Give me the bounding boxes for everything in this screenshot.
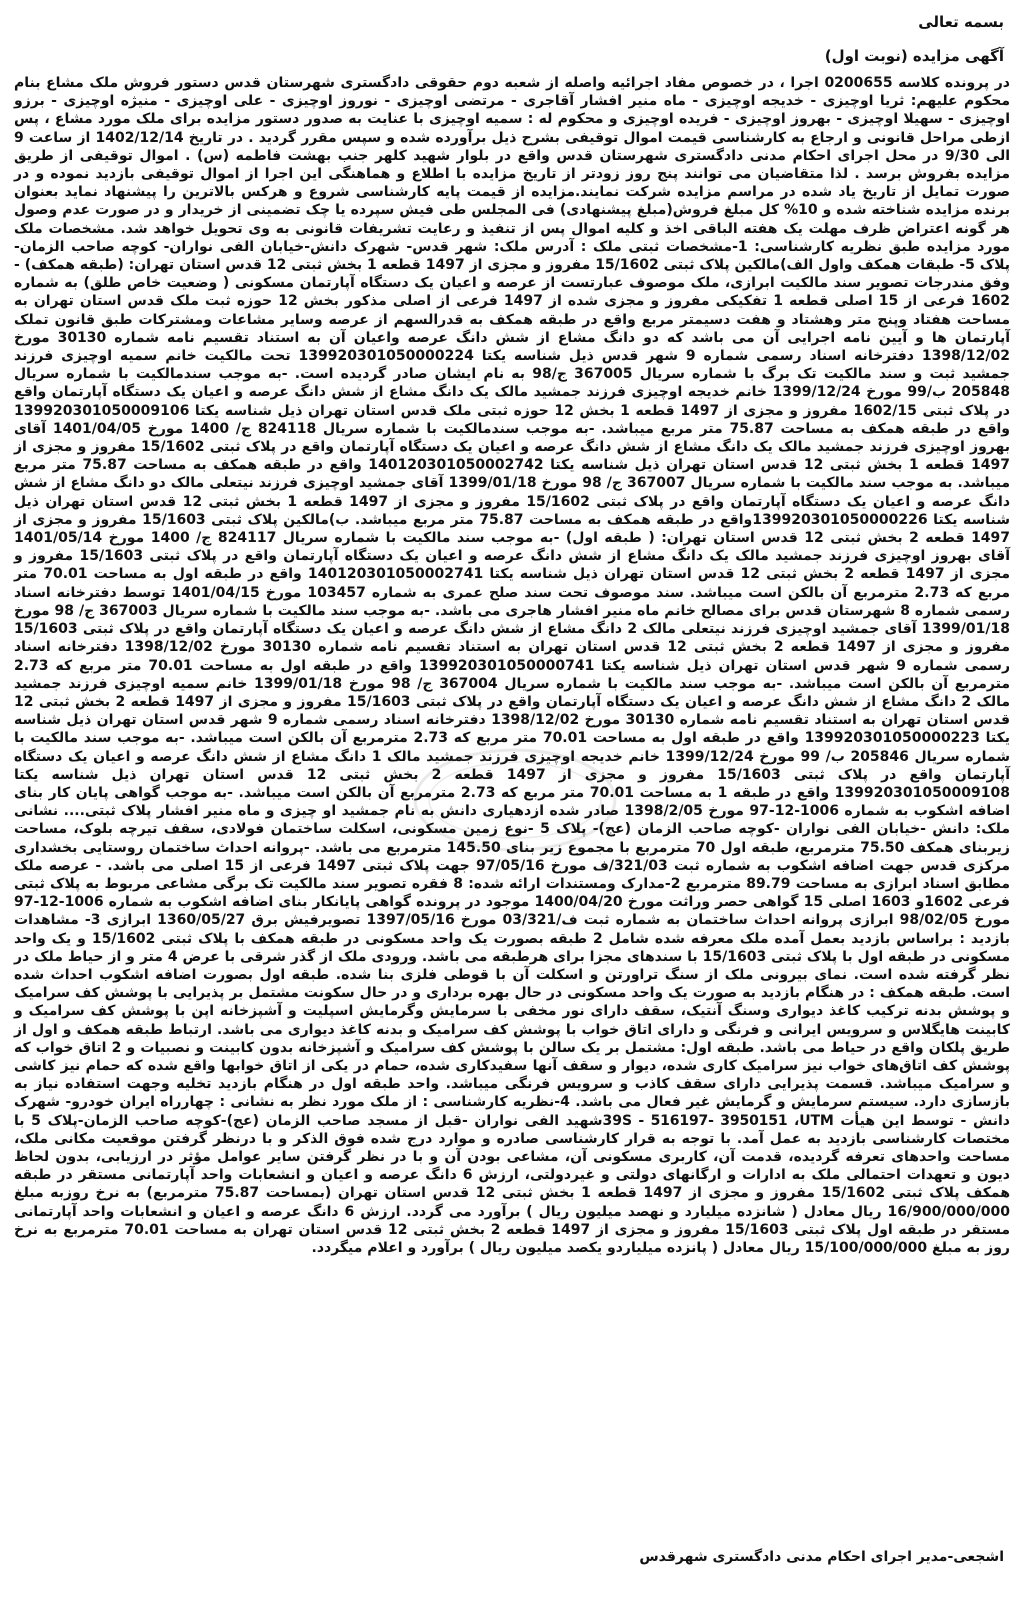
notice-paragraph: در پرونده کلاسه 0200655 اجرا ، در خصوص مفاد اجرائیه واصله از شعبه دوم حقوقی دادگستری شهرستان قدس دستور فروش ملک مشاع بنام محکوم علیهم: ثریا اوچیزی - خدیجه اوچیزی - ماه منیر افشار آقاجری - مرتضی اوچیزی - نوروز اوچیزی - علی اوچیزی - منیژه اوچیزی - برزو اوچیزی - سهیلا اوچیزی - بهروز اوچیزی - فریده اوچیزی و محکوم له : سمیه اوچیزی با عنایت به صدور دستور مزایده برای ملک مورد مشاع ، پس ازطی مراحل قانونی و ارجاع به کارشناسی قیمت اموال توقیفی بشرح ذیل برآورده شده و سپس مقرر گردید . در تاریخ 1402/12/14 از ساعت 9 الی 9/30 در محل اجرای احکام مدنی دادگستری شهرستان قدس واقع در بلوار شهید کلهر جنب بهشت فاطمه (س) . اموال توقیفی از طریق مزایده بفروش برسد . لذا متقاضیان می توانند پنج روز زودتر از تاریخ مزایده با اطلاع و هماهنگی این اجرا از اموال توقیفی بازدید نموده و در صورت تمایل از تاریخ یاد شده در مراسم مزایده شرکت نمایند.مزایده از قیمت پایه کارشناسی شروع و هرکس بالاترین را پیشنهاد نماید بعنوان برنده مزایده شناخته شده و 10% کل مبلغ فروش(مبلغ پیشنهادی) فی المجلس طی فیش سپرده یا چک تضمینی از خریدار و در صورت عدم وصول هر گونه اعتراض ظرف مهلت یک هفته الباقی اخذ و کلیه اموال پس از تنفیذ و رعایت تشریفات قانونی به وی تحویل خواهد شد. مشخصات ملک مورد مزایده طبق نظریه کارشناسی: 1-مشخصات ثبتی ملک : آدرس ملک: شهر قدس- شهرک دانش-خیابان الفی نواران- کوچه صاحب الزمان- پلاک 5- طبقات همکف واول الف)مالکین پلاک ثبتی 15/1602 مفروز و مجزی از 1497 قطعه 1 بخش ثبتی 12 قدس استان تهران: (طبقه همکف) - وفق مندرجات تصویر سند مالکیت ابرازی، ملک موصوف عبارتست از عرصه و اعیان یک دستگاه آپارتمان مسکونی ( وضعیت خاص طلق) به شماره 1602 فرعی از 15 اصلی قطعه 1 تفکیکی مفروز و مجزی شده از 1497 فرعی از اصلی مذکور بخش 12 حوزه ثبت ملک قدس استان تهران به مساحت هفتاد وپنج متر وهشتاد و هفت دسیمتر مربع واقع در طبقه همکف به قدرالسهم از عرصه وسایر مشاعات ومشترکات طبق قانون تملک آپارتمان ها و آیین نامه اجرایی آن می باشد که دو دانگ مشاع از شش دانگ عرصه واعیان آن به استناد تقسیم نامه شماره 30130 مورخ 1398/12/02 دفترخانه اسناد رسمی شماره 9 شهر قدس ذیل شناسه یکتا 139920301050000224 تحت مالکیت خانم سمیه اوچیزی فرزند جمشید ثبت و سند مالکیت تک برگ با شماره سریال 367005 ج/98 به نام ایشان صادر گردیده است. -به موجب سندمالکیت با شماره سریال 205848 ب/99 مورخ 1399/12/24 خانم خدیجه اوچیزی فرزند جمشید مالک یک دانگ مشاع از شش دانگ عرصه و اعیان یک دستگاه آپارتمان واقع در پلاک ثبتی 1602/15 مفروز و مجزی از 1497 قطعه 1 بخش 12 حوزه ثبتی ملک قدس استان تهران ذیل شناسه یکتا 139920301050009106 واقع در طبقه همکف به مساحت 75.87 متر مربع میباشد. -به موجب سندمالکیت با شماره سریال 824118 ج/ 1400 مورخ 1401/04/05 آقای بهروز اوچیزی فرزند جمشید مالک یک دانگ مشاع از شش دانگ عرصه و اعیان یک دستگاه آپارتمان واقع در پلاک ثبتی 15/1602 مفروز و مجزی از 1497 قطعه 1 بخش ثبتی 12 قدس استان تهران ذیل شناسه یکتا 140120301050002742 واقع در طبقه همکف به مساحت 75.87 متر مربع میباشد. به موجب سند مالکیت با شماره سریال 367007 ج/ 98 مورخ 1399/01/18 آقای جمشید اوچیزی فرزند نیتعلی مالک دو دانگ مشاع از شش دانگ عرصه و اعیان یک دستگاه آپارتمان واقع در پلاک ثبتی 15/1602 مفروز و مجزی از 1497 قطعه 1 بخش ثبتی 12 قدس استان تهران ذیل شناسه یکتا 139920301050000226واقع در طبقه همکف به مساحت 75.87 متر مربع میباشد. ب)مالکین پلاک ثبتی 15/1603 مفروز و مجزی از 1497 قطعه 2 بخش ثبتی 12 قدس استان تهران: ( طبقه اول) -به موجب سند مالکیت با شماره سریال 824117 ج/ 1400 مورخ 1401/05/14 آقای بهروز اوچیزی فرزند جمشید مالک یک دانگ مشاع از شش دانگ عرصه و اعیان یک دستگاه آپارتمان واقع در پلاک ثبتی 15/1603 مفروز و مجزی از 1497 قطعه 2 بخش ثبتی 12 قدس استان تهران ذیل شناسه یکتا 140120301050002741 واقع در طبقه اول به مساحت 70.01 متر مربع که 2.73 مترمربع آن بالکن است میباشد. سند موصوف تحت سند صلح عمری به شماره 103457 مورخ 1401/04/15 توسط دفترخانه اسناد رسمی شماره 8 شهرستان قدس برای مصالح خانم ماه منیر افشار هاجری می باشد. -به موجب سند مالکیت با شماره سریال 367003 ج/ 98 مورخ 1399/01/18 آقای جمشید اوچیزی فرزند نیتعلی مالک 2 دانگ مشاع از شش دانگ عرصه و اعیان یک دستگاه آپارتمان واقع در پلاک ثبتی 15/1603 مفروز و مجزی از 1497 قطعه 2 بخش ثبتی 12 قدس استان تهران به استناد تقسیم نامه شماره 30130 مورخ 1398/12/02 دفترخانه اسناد رسمی شماره 9 شهر قدس استان تهران ذیل شناسه یکتا 139920301050000741 واقع در طبقه اول به مساحت 70.01 متر مربع که 2.73 مترمربع آن بالکن است میباشد. -به موجب سند مالکیت با شماره سریال 367004 ج/ 98 مورخ 1399/01/18 خانم سمیه اوچیزی فرزند جمشید مالک 2 دانگ مشاع از شش دانگ عرصه و اعیان یک دستگاه آپارتمان واقع در پلاک ثبتی 15/1603 مفروز و مجزی از 1497 قطعه 2 بخش ثبتی 12 قدس استان تهران به استناد تقسیم نامه شماره 30130 مورخ 1398/12/02 دفترخانه اسناد رسمی شماره 9 شهر قدس استان تهران ذیل شناسه یکتا 139920301050000223 واقع در طبقه اول به مساحت 70.01 متر مربع که 2.73 مترمربع آن بالکن است میباشد. -به موجب سند مالکیت با شماره سریال 205846 ب/ 99 مورخ 1399/12/24 خانم خدیجه اوچیزی فرزند جمشید مالک 1 دانگ مشاع از شش دانگ عرصه و اعیان یک دستگاه آپارتمان واقع در پلاک ثبتی 15/1603 مفروز و مجزی از 1497 قطعه 2 بخش ثبتی 12 قدس استان تهران ذیل شناسه یکتا 139920301050009108 واقع در طبقه 1 به مساحت 70.01 متر مربع که 2.73 مترمربع آن بالکن است میباشد. -به موجب گواهی پایان کار بنای اضافه اشکوب به شماره 1006-12-97 مورخ 1398/2/05 صادر شده ازدهیاری دانش به نام جمشید او چیزی و ماه منیر افشار پلاک ثبتی.... نشانی ملک: دانش -خیابان الفی نواران -کوچه صاحب الزمان (عج)- پلاک 5 -نوع زمین مسکونی، اسکلت ساختمان فولادی، سقف تیرچه بلوک، مساحت زیربنای همکف 75.50 مترمربع، طبقه اول 70 مترمربع با مجموع زیر بنای 145.50 مترمربع می باشد. -پروانه احداث ساختمان روستایی بخشداری مرکزی قدس جهت اضافه اشکوب به شماره ثبت 321/03/ف مورخ 97/05/16 جهت پلاک ثبتی 1497 فرعی از 15 اصلی می باشد. - عرصه ملک مطابق اسناد ابرازی به مساحت 89.79 مترمربع 2-مدارک ومستندات ارائه شده: 8 فقره تصویر سند مالکیت تک برگی مشاعی مربوط به پلاک ثبتی فرعی 1602و 1603 اصلی 15 گواهی حصر وراثت مورخ 1400/04/20 موجود در پرونده گواهی پایانکار بنای اضافه اشکوب به شماره 1006-12-97 مورخ 98/02/05 ابرازی پروانه احداث ساختمان به شماره ثبت ف/03/321 مورخ 1397/05/16 تصویرفیش برق 1360/05/27 ابرازی 3- مشاهدات بازدید : براساس بازدید بعمل آمده ملک معرفه شده شامل 2 طبقه بصورت یک واحد مسکونی در طبقه همکف با پلاک ثبتی 15/1602 و یک واحد مسکونی در طبقه اول با پلاک ثبتی 15/1603 با سندهای مجزا برای هرطبقه می باشد. ورودی ملک از گذر شرقی با عرض 4 متر و از حیاط ملک در نظر گرفته شده است. نمای بیرونی ملک از سنگ تراورتن و اسکلت آن با قوطی فلزی بنا شده. طبقه اول بصورت اضافه اشکوب احداث شده است. طبقه همکف : در هنگام بازدید به صورت یک واحد مسکونی در حال بهره برداری و در حال سکونت مشتمل بر پذیرایی با پوشش کف سرامیک و پوشش بدنه ترکیب کاغذ دیواری وسنگ آنتیک، سقف دارای نور مخفی با سرمایش وگرمایش اسپلیت و آشپزخانه اپن با پوشش کف سرامیک و کابینت هایگلاس و سرویس ایرانی و فرنگی و دارای اتاق خواب با پوشش کف سرامیک و بدنه کاغذ دیواری می باشد. ارتباط طبقه همکف و اول از طریق پلکان واقع در حیاط می باشد. طبقه اول: مشتمل بر یک سالن با پوشش کف سرامیک و آشپزخانه بدون کابینت و نصبیات و 2 اتاق خواب که پوشش کف اتاق‌های خواب نیز سرامیک کاری شده، دیوار و سقف آنها سفیدکاری شده، حمام در یکی از اتاق خوابها واقع شده که حمام نیز کاشی و سرامیک میباشد. قسمت پذیرایی دارای سقف کاذب و سرویس فرنگی میباشد. واحد طبقه اول در هنگام بازدید تخلیه وجهت استفاده نیاز به بازسازی دارد. سیستم سرمایش و گرمایش غیر فعال می باشد. 4-نظریه کارشناسی : از ملک مورد نظر به نشانی : چهارراه ایران خودرو- شهرک دانش - توسط این هیأت 39S - 516197- 3950151 ،UTMشهید الفی نواران -قبل از مسجد صاحب الزمان (عج)-کوچه صاحب الزمان-پلاک 5 با مختصات کارشناسی بازدید به عمل آمد. با توجه به قرار کارشناسی صادره و موارد درج شده فوق الذکر و با درنظر گرفتن موقعیت مکانی ملک، مساحت واحدهای تعرفه گردیده، قدمت آن، کاربری مسکونی آن، مشاعی بودن آن و با در نظر گرفتن سایر عوامل مؤثر در ارزیابی، بدون لحاظ دیون و تعهدات احتمالی ملک به ادارات و ارگانهای دولتی و غیردولتی، ارزش 6 دانگ عرصه و اعیان و انشعابات واحد آپارتمانی مستقر در طبقه همکف پلاک ثبتی 15/1602 مفروز و مجزی از 1497 قطعه 1 بخش ثبتی 12 قدس استان تهران (بمساحت 75.87 مترمربع) به نرخ روزبه مبلغ 16/900/000/000 ریال معادل ( شانزده میلیارد و نهصد میلیون ریال ) برآورد می گردد. ارزش 6 دانگ عرصه و اعیان و انشعابات واحد آپارتمانی مستقر در طبقه اول پلاک ثبتی 15/1603 مفروز و مجزی از 1497 قطعه 2 بخش ثبتی 12 قدس استان تهران به مساحت 70.01 مترمربع به نرخ روز به مبلغ 15/100/000/000 ریال معادل ( پانزده میلیاردو یکصد میلیون ریال ) برآورد و اعلام میگردد. — [14, 75, 1011, 1256]
signature-line: اشجعی-مدیر اجرای احکام مدنی دادگستری شهرقدس — [639, 1549, 1004, 1565]
notice-body — [14, 74, 1010, 1257]
notice-title: آگهی مزایده (نوبت اول) — [824, 47, 1004, 65]
bismillah-heading: بسمه تعالی — [918, 13, 1004, 31]
